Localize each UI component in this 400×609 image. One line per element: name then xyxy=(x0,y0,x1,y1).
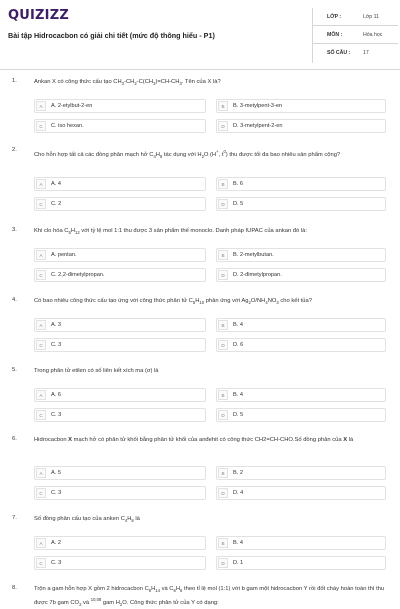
answer-option-a[interactable] xyxy=(34,466,206,480)
answer-option-b[interactable] xyxy=(216,248,386,262)
answer-option-d[interactable] xyxy=(216,119,386,133)
answer-option-a[interactable] xyxy=(34,248,206,262)
option-letter-box: C xyxy=(36,558,46,568)
option-text: B. 4 xyxy=(233,392,243,398)
meta-row-question-count xyxy=(313,44,398,62)
option-letter-box: C xyxy=(36,410,46,420)
answer-option-d[interactable] xyxy=(216,268,386,282)
option-text: D. 4 xyxy=(233,490,244,496)
meta-value: Hóa học xyxy=(363,32,383,38)
worksheet-header xyxy=(0,0,400,70)
question-text: Hidrocacbon X mạch hở có phân tử khối bằng phân tử khối của anđehit có công thức CH2=CH-CHO.Số đồng phân của X là xyxy=(34,437,354,443)
question-text: Khi clo hóa $C_5H_{12}$ với tỷ lệ mol 1:1 thu được 3 sản phẩm thế monoclo. Danh pháp IUPAC của ankan đó là: xyxy=(34,228,307,236)
option-text: D. 5 xyxy=(233,201,244,207)
option-letter-box: D xyxy=(218,340,228,350)
option-text: A. 2-etylbut-2-en xyxy=(51,103,93,109)
option-letter-box: D xyxy=(218,488,228,498)
option-letter-box: B xyxy=(218,320,228,330)
question-number: 3. xyxy=(12,227,17,233)
answer-option-b[interactable] xyxy=(216,466,386,480)
answer-option-d[interactable] xyxy=(216,556,386,570)
option-text: B. 2 xyxy=(233,470,243,476)
meta-value: 17 xyxy=(363,50,369,56)
answer-option-d[interactable] xyxy=(216,197,386,211)
option-text: C. 3 xyxy=(51,342,62,348)
answer-option-c[interactable] xyxy=(34,119,206,133)
page-title: Bài tập Hidrocacbon có giải chi tiết (mức độ thông hiểu - P1) xyxy=(8,31,215,40)
option-letter-box: A xyxy=(36,101,46,111)
option-letter-box: A xyxy=(36,468,46,478)
question-number: 2. xyxy=(12,147,17,153)
meta-table xyxy=(312,8,397,63)
option-text: A. pentan. xyxy=(51,252,77,258)
answer-option-c[interactable] xyxy=(34,408,206,422)
option-letter-box: A xyxy=(36,250,46,260)
option-text: D. 2-đimetylpropan. xyxy=(233,272,282,278)
option-letter-box: C xyxy=(36,340,46,350)
answer-option-b[interactable] xyxy=(216,318,386,332)
question-number: 6. xyxy=(12,436,17,442)
option-text: C. 2 xyxy=(51,201,62,207)
option-letter-box: D xyxy=(218,410,228,420)
answer-option-a[interactable] xyxy=(34,318,206,332)
option-letter-box: D xyxy=(218,270,228,280)
answer-option-d[interactable] xyxy=(216,486,386,500)
option-letter-box: B xyxy=(218,538,228,548)
option-letter-box: A xyxy=(36,320,46,330)
option-letter-box: D xyxy=(218,558,228,568)
answer-option-b[interactable] xyxy=(216,536,386,550)
question-text: Trộn a gam hỗn hợp X gồm 2 hidrocacbon $C_6H_{14}$ và $C_6H_6$ theo tỉ lệ mol (1:1) với b gam một hidrocacbon Y rồi đốt cháy hoàn toàn thì thu được 7b gam $CO_2$ và $^{10,08}$ gam $H_2O$. Công thức phân tử của Y có dạng: xyxy=(34,586,385,608)
answer-option-b[interactable] xyxy=(216,99,386,113)
option-text: A. 2 xyxy=(51,540,61,546)
question-number: 7. xyxy=(12,515,17,521)
answer-option-a[interactable] xyxy=(34,388,206,402)
answer-option-d[interactable] xyxy=(216,338,386,352)
answer-option-c[interactable] xyxy=(34,338,206,352)
option-text: A. 3 xyxy=(51,322,61,328)
option-text: C. 3 xyxy=(51,412,62,418)
answer-option-c[interactable] xyxy=(34,197,206,211)
option-letter-box: C xyxy=(36,488,46,498)
meta-key: SỐ CÂU : xyxy=(327,50,351,56)
question-number: 5. xyxy=(12,367,17,373)
option-text: B. 4 xyxy=(233,322,243,328)
option-letter-box: B xyxy=(218,101,228,111)
option-letter-box: B xyxy=(218,468,228,478)
option-text: D. 3-metylpent-2-en xyxy=(233,123,283,129)
answer-option-c[interactable] xyxy=(34,268,206,282)
answer-option-b[interactable] xyxy=(216,388,386,402)
option-text: C. 3 xyxy=(51,490,62,496)
option-text: B. 6 xyxy=(233,181,243,187)
answer-option-d[interactable] xyxy=(216,408,386,422)
answer-option-a[interactable] xyxy=(34,177,206,191)
option-text: C. iso hexan. xyxy=(51,123,84,129)
option-text: B. 3-metylpent-3-en xyxy=(233,103,283,109)
option-text: C. 3 xyxy=(51,560,62,566)
option-text: A. 5 xyxy=(51,470,61,476)
answer-option-a[interactable] xyxy=(34,99,206,113)
option-text: B. 4 xyxy=(233,540,243,546)
answer-option-c[interactable] xyxy=(34,556,206,570)
option-text: D. 1 xyxy=(233,560,244,566)
option-letter-box: B xyxy=(218,179,228,189)
option-text: A. 6 xyxy=(51,392,61,398)
question-text: Cho hỗn hợp tất cả các đồng phân mạch hở $C_4H_8$ tác dụng với $H_2O$ (H+, $t^0$) thu được tối đa bao nhiêu sản phẩm cộng? xyxy=(34,149,341,160)
question-number: 8. xyxy=(12,585,17,591)
answer-option-b[interactable] xyxy=(216,177,386,191)
meta-value: Lớp 11 xyxy=(363,14,379,20)
meta-key: LỚP : xyxy=(327,14,342,20)
option-letter-box: B xyxy=(218,390,228,400)
question-text: Số đồng phân cấu tạo của anken $C_4H_8$ là xyxy=(34,516,140,524)
meta-row-subject xyxy=(313,26,398,44)
option-letter-box: A xyxy=(36,179,46,189)
question-text: Trong phân tử etilen có số liên kết xích ma (σ) là xyxy=(34,368,159,374)
option-letter-box: C xyxy=(36,199,46,209)
meta-key: MÔN : xyxy=(327,32,343,38)
answer-option-c[interactable] xyxy=(34,486,206,500)
option-letter-box: C xyxy=(36,121,46,131)
question-number: 4. xyxy=(12,297,17,303)
option-letter-box: A xyxy=(36,538,46,548)
question-number: 1. xyxy=(12,78,17,84)
question-text: Có bao nhiêu công thức cấu tạo ứng với công thức phân tử $C_5H_{10}$ phản ứng với $Ag_2O/NH_4NO_3$ cho kết tủa? xyxy=(34,298,312,306)
option-letter-box: B xyxy=(218,250,228,260)
answer-option-a[interactable] xyxy=(34,536,206,550)
quizizz-logo: QUIZIZZ xyxy=(8,8,69,23)
option-text: B. 2-metylbutan. xyxy=(233,252,274,258)
question-text: Ankan X có công thức cấu tạo $CH_3-CH_2-C(CH_3)=CH-CH_3$. Tên của X là? xyxy=(34,79,221,87)
option-letter-box: C xyxy=(36,270,46,280)
option-text: D. 5 xyxy=(233,412,244,418)
option-letter-box: D xyxy=(218,121,228,131)
meta-row-class xyxy=(313,8,398,26)
option-letter-box: A xyxy=(36,390,46,400)
option-text: A. 4 xyxy=(51,181,61,187)
option-text: C. 2,2-đimetylpropan. xyxy=(51,272,105,278)
option-letter-box: D xyxy=(218,199,228,209)
option-text: D. 6 xyxy=(233,342,244,348)
